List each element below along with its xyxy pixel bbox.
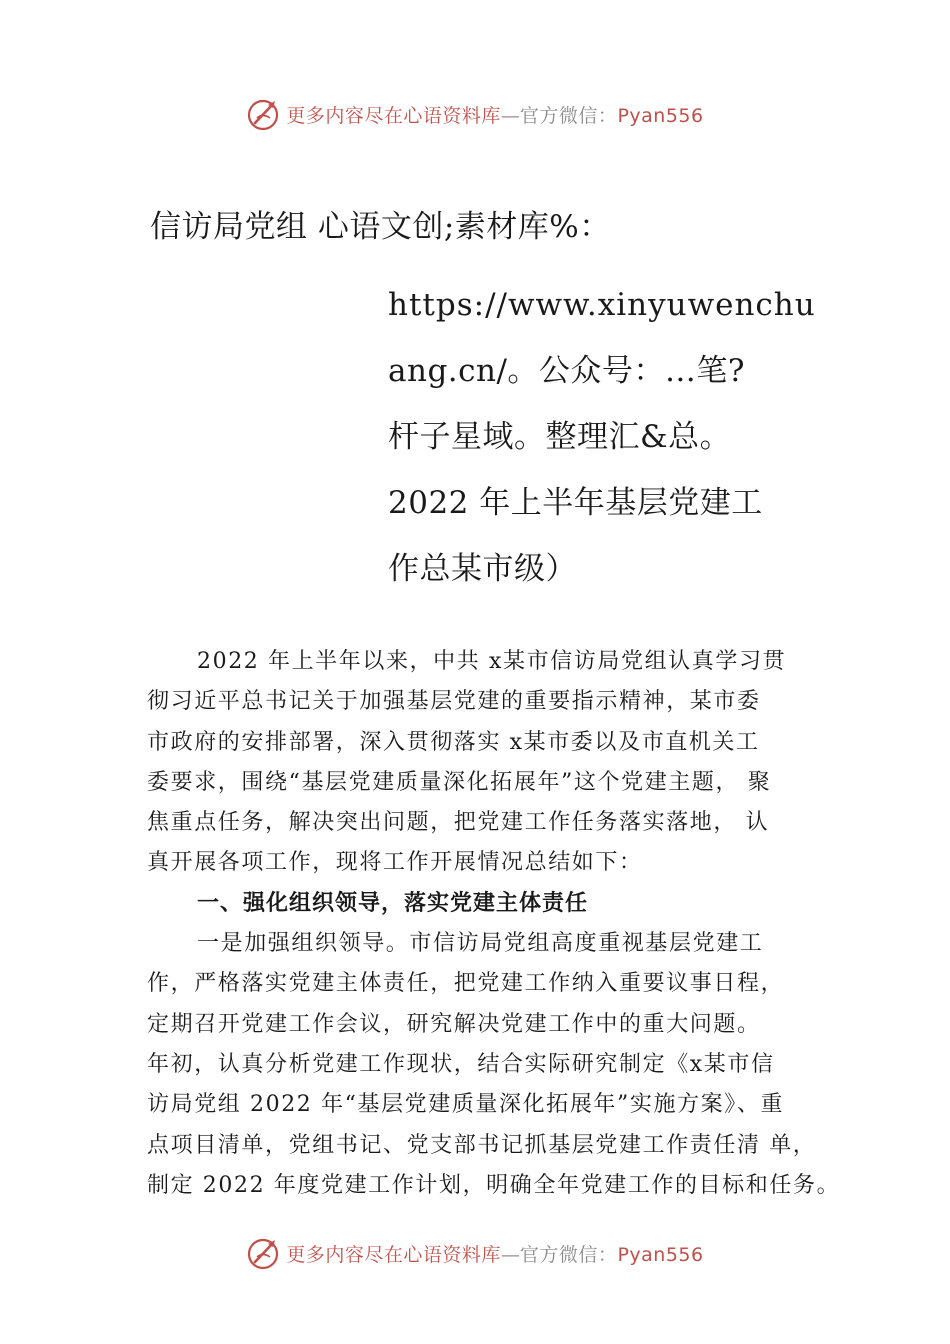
watermark-dash: — bbox=[500, 104, 520, 127]
intro-paragraph-line: 彻习近平总书记关于加强基层党建的重要指示精神，某市委 bbox=[147, 689, 761, 715]
section-paragraph-line: 作，严格落实党建主体责任，把党建工作纳入重要议事日程， bbox=[147, 971, 785, 997]
section-paragraph-line: 年初，认真分析党建工作现状，结合实际研究制定《x某市信 bbox=[147, 1051, 775, 1077]
watermark-wechat-id: Pyan556 bbox=[617, 1243, 704, 1266]
header-watermark-banner bbox=[0, 94, 950, 134]
footer-watermark-banner bbox=[0, 1233, 950, 1273]
pen-logo-icon bbox=[246, 96, 282, 132]
title-line: 2022 年上半年基层党建工 bbox=[388, 485, 763, 521]
watermark-wechat-label: 官方微信： bbox=[519, 1243, 618, 1266]
section-paragraph-line: 访局党组 2022 年“基层党建质量深化拓展年”实施方案》、重 bbox=[147, 1092, 785, 1118]
watermark-dash: — bbox=[500, 1243, 520, 1266]
watermark-wechat-id: Pyan556 bbox=[617, 104, 704, 127]
section-paragraph-line: 制定 2022 年度党建工作计划，明确全年党建工作的目标和任务。 bbox=[147, 1172, 841, 1198]
title-line: ang.cn/。公众号：…笔? bbox=[388, 353, 746, 389]
watermark-text bbox=[286, 1240, 703, 1267]
watermark-wechat-label: 官方微信： bbox=[519, 104, 618, 127]
title-line: 作总某市级） bbox=[388, 551, 577, 587]
watermark-brand: 更多内容尽在心语资料库 bbox=[286, 104, 501, 127]
intro-paragraph-line: 委要求，围绕“基层党建质量深化拓展年”这个党建主题， 聚 bbox=[147, 769, 772, 795]
watermark-text bbox=[286, 101, 703, 128]
section-heading: 一、强化组织领导，落实党建主体责任 bbox=[197, 890, 589, 916]
intro-paragraph-line: 2022 年上半年以来，中共 x某市信访局党组认真学习贯 bbox=[197, 649, 787, 674]
title-block bbox=[388, 272, 816, 602]
pen-logo-icon bbox=[246, 1235, 282, 1271]
watermark-brand: 更多内容尽在心语资料库 bbox=[286, 1243, 501, 1266]
section-paragraph-line: 一是加强组织领导。市信访局党组高度重视基层党建工 bbox=[197, 931, 764, 957]
intro-paragraph-line: 市政府的安排部署，深入贯彻落实 x某市委以及市直机关工 bbox=[147, 729, 760, 755]
intro-paragraph-line: 焦重点任务，解决突出问题，把党建工作任务落实落地， 认 bbox=[147, 810, 770, 836]
intro-paragraph-line: 真开展各项工作，现将工作开展情况总结如下： bbox=[147, 850, 643, 876]
section-paragraph-line: 定期召开党建工作会议，研究解决党建工作中的重大问题。 bbox=[147, 1011, 761, 1037]
title-line: 杆子星域。整理汇&总。 bbox=[388, 419, 732, 455]
title-line: https://www.xinyuwenchu bbox=[388, 287, 816, 323]
title-first-line: 信访局党组 心语文创;素材库%： bbox=[150, 209, 611, 245]
section-paragraph-line: 点项目清单，党组书记、党支部书记抓基层党建工作责任清 单， bbox=[147, 1132, 817, 1158]
document-body bbox=[147, 642, 841, 1206]
